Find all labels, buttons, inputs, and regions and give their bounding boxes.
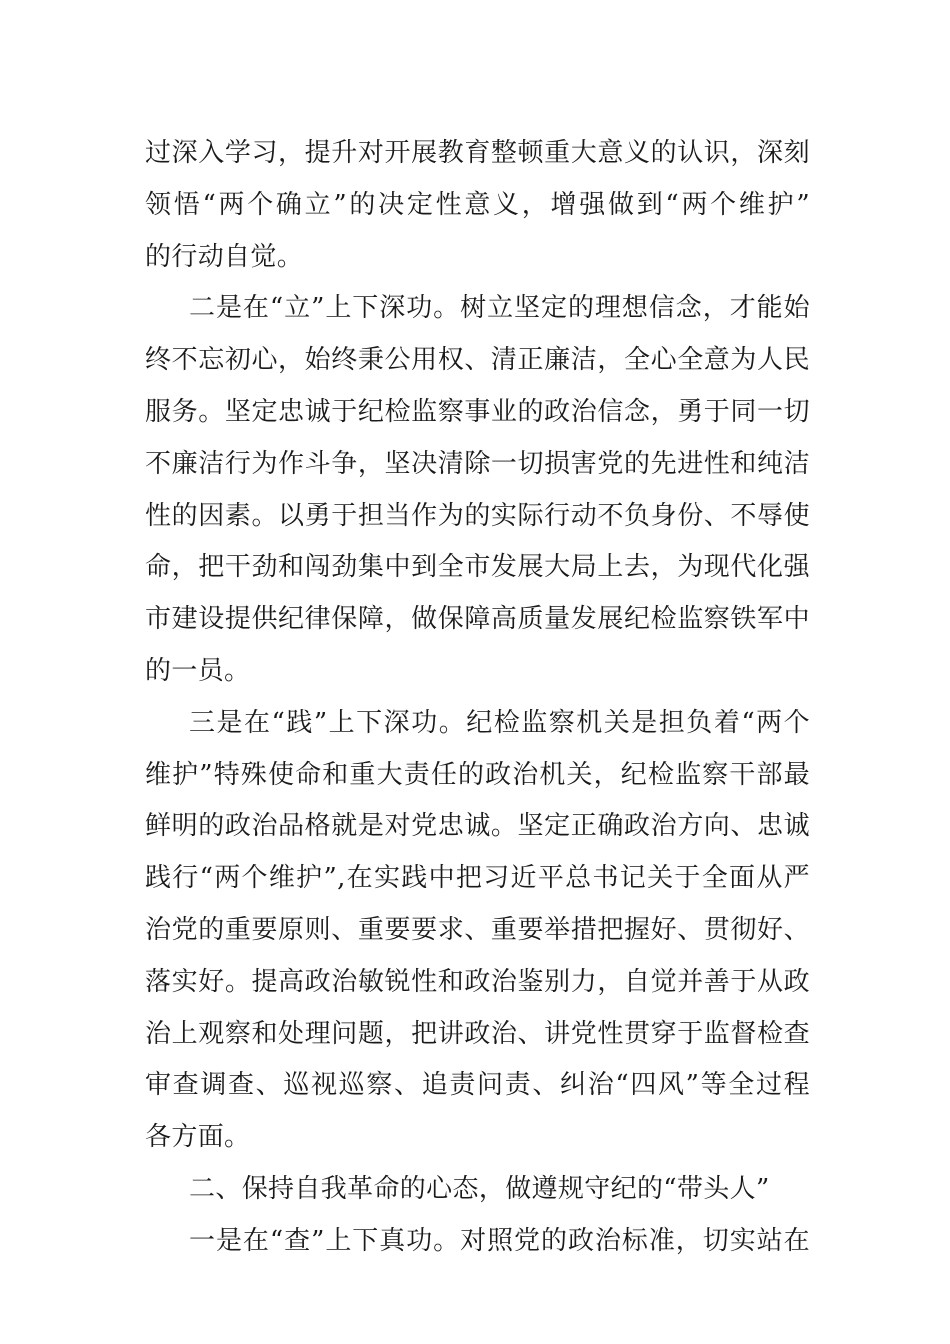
text-line-8: 性的因素。以勇于担当作为的实际行动不负身份、不辱使 — [145, 500, 810, 531]
text-line-22: 一是在“查”上下真功。对照党的政治标准，切实站在 — [189, 1225, 810, 1256]
text-line-15: 践行“两个维护”,在实践中把习近平总书记关于全面从严 — [145, 863, 810, 894]
text-line-6: 服务。坚定忠诚于纪检监察事业的政治信念，勇于同一切 — [145, 396, 810, 427]
text-line-12: 三是在“践”上下深功。纪检监察机关是担负着“两个 — [189, 707, 810, 738]
text-line-18: 治上观察和处理问题，把讲政治、讲党性贯穿于监督检查 — [145, 1018, 810, 1049]
text-line-2: 领悟“两个确立”的决定性意义，增强做到“两个维护” — [145, 189, 810, 220]
text-line-11: 的一员。 — [145, 655, 251, 686]
text-line-19: 审查调查、巡视巡察、追责问责、纠治“四风”等全过程 — [145, 1070, 810, 1101]
text-line-17: 落实好。提高政治敏锐性和政治鉴别力，自觉并善于从政 — [145, 966, 810, 997]
text-line-14: 鲜明的政治品格就是对党忠诚。坚定正确政治方向、忠诚 — [145, 811, 810, 842]
text-line-16: 治党的重要原则、重要要求、重要举措把握好、贯彻好、 — [145, 914, 810, 945]
text-line-13: 维护”特殊使命和重大责任的政治机关，纪检监察干部最 — [145, 759, 810, 790]
body-text — [145, 128, 810, 1268]
text-line-9: 命，把干劲和闯劲集中到全市发展大局上去，为现代化强 — [145, 552, 810, 583]
text-line-20: 各方面。 — [145, 1122, 251, 1153]
section-heading: 二、保持自我革命的心态，做遵规守纪的“带头人” — [189, 1173, 770, 1204]
text-line-7: 不廉洁行为作斗争，坚决清除一切损害党的先进性和纯洁 — [145, 448, 810, 479]
text-line-10: 市建设提供纪律保障，做保障高质量发展纪检监察铁军中 — [145, 604, 810, 635]
text-line-4: 二是在“立”上下深功。树立坚定的理想信念，才能始 — [189, 293, 810, 324]
text-line-1: 过深入学习，提升对开展教育整顿重大意义的认识，深刻 — [145, 138, 810, 168]
text-line-5: 终不忘初心，始终秉公用权、清正廉洁，全心全意为人民 — [145, 345, 810, 376]
text-line-3: 的行动自觉。 — [145, 241, 304, 272]
